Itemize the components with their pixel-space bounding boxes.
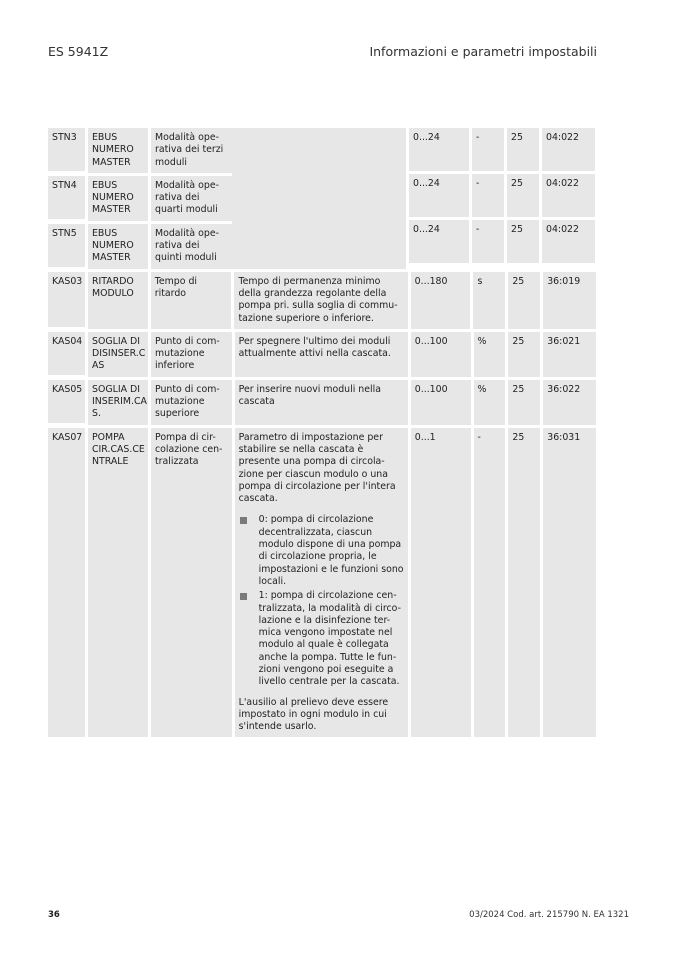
param-name: SOGLIA DI INSERIM.CA S. [88,380,148,425]
param-code: STN5 [48,224,85,267]
param-code: KAS04 [48,332,85,375]
square-bullet-icon [240,517,247,524]
param-address: 04:022 [542,174,595,217]
table-row [409,128,595,171]
page-number: 36 [48,910,60,920]
parameter-table [48,128,596,740]
param-name: RITARDO MODULO [88,272,148,329]
param-default: 25 [508,428,540,738]
option-text: 0: pompa di circolazione decentralizzata, ciascun modulo dispone di una pompa di circolazione propria, le impostazioni e le funzioni sono locali. [258,514,404,587]
param-description: Tempo di permanenza minimo della grandezza regolante della pompa pri. sulla soglia di commu-tazione superiore o inferiore. [234,272,407,329]
param-code: STN4 [48,176,85,219]
param-unit: - [472,220,504,263]
table-row [48,176,232,221]
param-description: Per inserire nuovi moduli nella cascata [235,380,408,425]
param-description [235,428,408,738]
param-name: EBUS NUMERO MASTER [88,176,148,221]
param-code: KAS07 [48,428,85,738]
param-default: 25 [508,332,540,377]
description-note: L'ausilio al prelievo deve essere impostato in ogni modulo in cui s'intende usarlo. [238,696,389,733]
section-title: Informazioni e parametri impostabili [369,44,597,59]
param-name: POMPA CIR.CAS.CE NTRALE [88,428,148,738]
square-bullet-icon [240,593,247,600]
param-default: 25 [508,272,540,329]
param-short: Modalità ope-rativa dei quinti moduli [151,224,232,269]
table-row [48,224,232,269]
param-range: 0...24 [409,174,469,217]
param-range: 0...100 [411,332,471,377]
param-unit: s [473,272,505,329]
param-address: 36:022 [543,380,596,425]
param-description: Per spegnere l'ultimo dei moduli attualmente attivi nella cascata. [235,332,408,377]
param-address: 36:019 [543,272,596,329]
param-short: Punto di com-mutazione inferiore [151,332,232,377]
list-item [239,590,404,688]
param-short: Modalità ope-rativa dei quarti moduli [151,176,232,221]
table-row [409,174,595,217]
param-range: 0...24 [409,220,469,263]
table-row [48,380,596,425]
table-row [409,220,595,263]
param-code: KAS05 [48,380,85,423]
param-address: 04:022 [542,220,595,263]
param-name: EBUS NUMERO MASTER [88,224,148,269]
table-row [48,272,596,329]
param-unit: - [472,128,504,171]
option-text: 1: pompa di circolazione cen-tralizzata, la modalità di circo-lazione e la disinfezione ter-mica vengono impostate nel modulo al quale è collegata anche la pompa. Tutte le fun-zioni vengono poi eseguite a livello centrale per la cascata. [258,590,401,688]
footer-info: 03/2024 Cod. art. 215790 N. EA 1321 [469,910,629,920]
param-range: 0...180 [411,272,471,329]
param-name: SOGLIA DI DISINSER.C AS [88,332,148,377]
description-intro: Parametro di impostazione per stabilire se nella cascata è presente una pompa di circola-zione per ciascun modulo o una pompa di circolazione per l'intera cascata. [238,431,396,505]
param-default: 25 [508,380,540,425]
param-unit: % [474,380,506,425]
doc-code: ES 5941Z [48,44,109,59]
table-row [48,128,232,173]
param-name: EBUS NUMERO MASTER [88,128,148,173]
stn-group [48,128,596,269]
param-address: 36:031 [543,428,596,738]
param-unit: - [472,174,504,217]
param-unit: - [474,428,506,738]
param-code: STN3 [48,128,85,171]
table-row [48,428,596,738]
param-short: Punto di com-mutazione superiore [151,380,232,425]
param-code: KAS03 [48,272,85,327]
param-short: Modalità ope-rativa dei terzi moduli [151,128,232,173]
param-short: Pompa di cir-colazione cen-tralizzata [151,428,232,738]
param-address: 04:022 [542,128,595,171]
param-default: 25 [507,128,539,171]
option-list [239,514,404,688]
param-address: 36:021 [543,332,596,377]
param-range: 0...1 [411,428,471,738]
param-range: 0...24 [409,128,469,171]
param-default: 25 [507,174,539,217]
param-range: 0...100 [411,380,471,425]
param-unit: % [474,332,506,377]
param-default: 25 [507,220,539,263]
merged-description [232,128,406,269]
param-short: Tempo di ritardo [151,272,232,329]
list-item [239,514,404,588]
table-row [48,332,596,377]
